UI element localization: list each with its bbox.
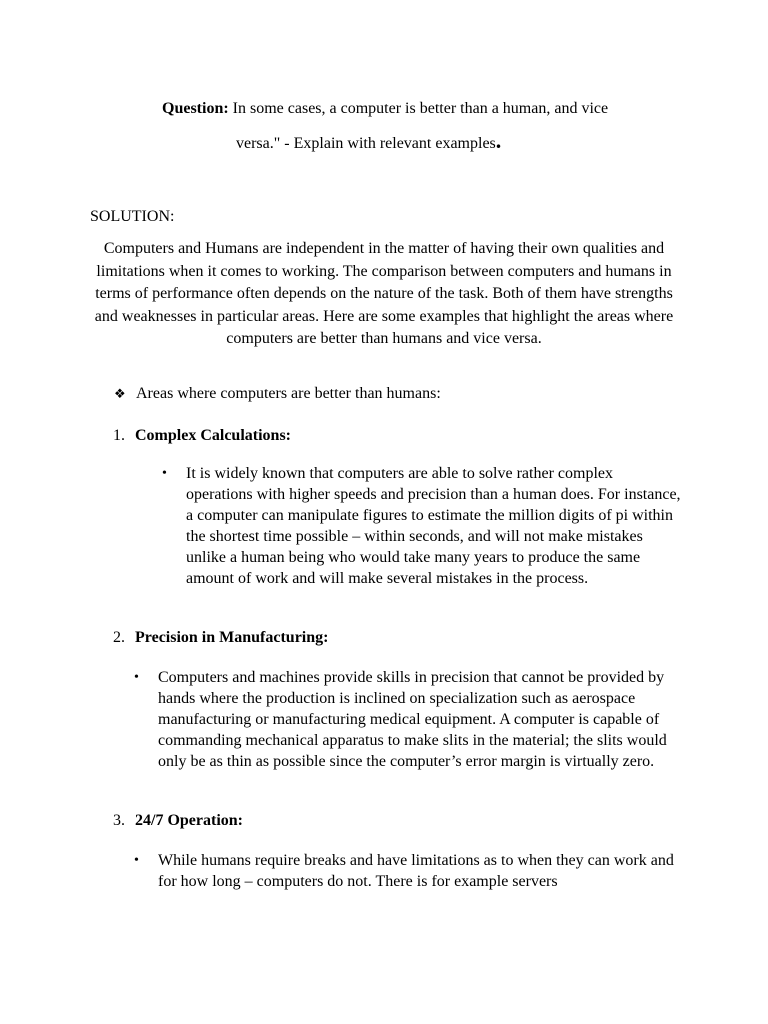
bullet-icon: • bbox=[162, 466, 167, 481]
list-item-1-heading bbox=[113, 425, 291, 447]
question-label: Question: bbox=[162, 100, 229, 117]
bullet-text: While humans require breaks and have limitations as to when they can work and for how long – computers do not. There is for example servers bbox=[158, 852, 674, 890]
section-heading-text: Areas where computers are better than humans: bbox=[136, 385, 441, 402]
question-end-mark: . bbox=[495, 128, 502, 153]
list-item-title: 24/7 Operation: bbox=[135, 812, 243, 829]
bullet-icon: • bbox=[134, 853, 139, 868]
list-item-2-bullet bbox=[134, 667, 680, 772]
list-item-3-bullet bbox=[134, 850, 680, 892]
list-item-1-bullet bbox=[162, 463, 682, 589]
list-item-number: 3. bbox=[113, 812, 125, 829]
list-item-title: Complex Calculations: bbox=[135, 427, 291, 444]
solution-label: SOLUTION: bbox=[90, 208, 175, 225]
question-text-1: In some cases, a computer is better than a human, and vice bbox=[232, 100, 609, 117]
diamond-bullet-icon: ❖ bbox=[114, 386, 126, 401]
section-heading bbox=[114, 383, 441, 405]
list-item-title: Precision in Manufacturing: bbox=[135, 629, 329, 646]
list-item-2-heading bbox=[113, 627, 328, 649]
question-line-1 bbox=[90, 93, 690, 125]
list-item-number: 1. bbox=[113, 427, 125, 444]
question-block bbox=[90, 93, 690, 160]
bullet-text: It is widely known that computers are able to solve rather complex operations with higher speeds and precision than a human does. For instance, a computer can manipulate figures to estimate the million digits of pi within the shortest time possible – within seconds, and will not make mistakes unlike a human being who would take many years to produce the same amount of work and will make several mistakes in the process. bbox=[186, 465, 681, 587]
question-line-2 bbox=[90, 125, 690, 160]
list-item-3-heading bbox=[113, 810, 243, 832]
question-text-2: versa." - Explain with relevant examples bbox=[236, 135, 496, 152]
bullet-icon: • bbox=[134, 670, 139, 685]
bullet-text: Computers and machines provide skills in precision that cannot be provided by hands where the production is inclined on specialization such as aerospace manufacturing or manufacturing medical equipment. A computer is capable of commanding mechanical apparatus to make slits in the material; the slits would only be as thin as possible since the computer’s error margin is virtually zero. bbox=[158, 669, 667, 770]
list-item-number: 2. bbox=[113, 629, 125, 646]
intro-paragraph: Computers and Humans are independent in the matter of having their own qualities and limitations when it comes to working. The comparison between computers and humans in terms of performance often depends on the nature of the task. Both of them have strengths and weaknesses in particular areas. Here are some examples that highlight the areas where computers are better than humans and vice versa. bbox=[94, 240, 674, 347]
